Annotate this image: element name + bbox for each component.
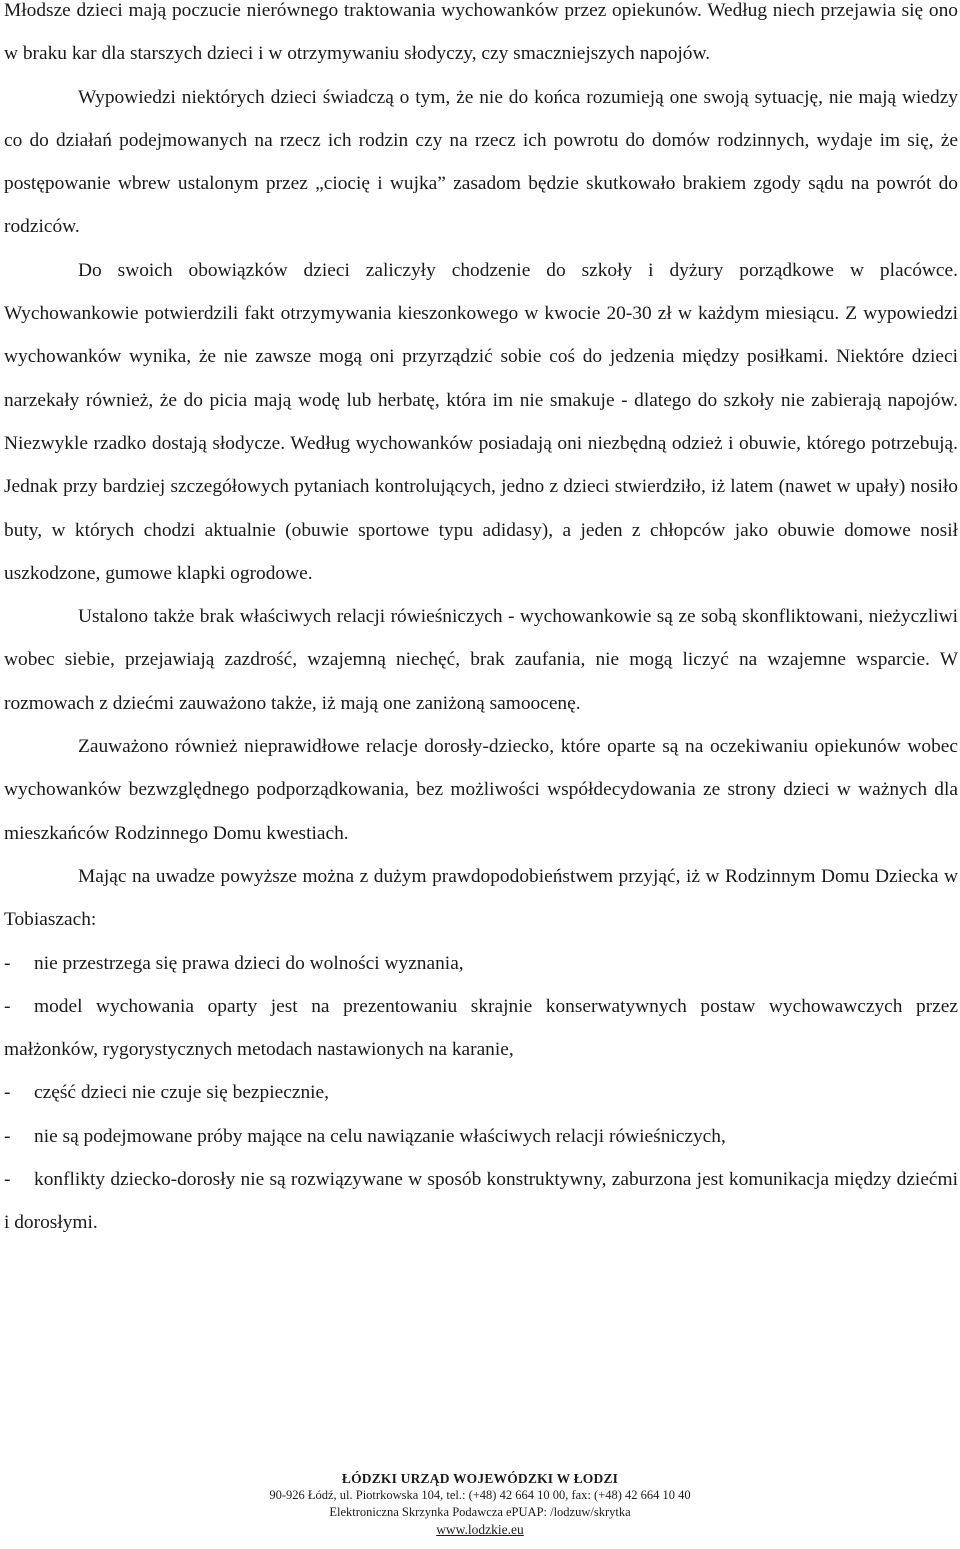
- list-dash: -: [4, 1125, 11, 1147]
- list-item: - konflikty dziecko-dorosły nie są rozwiązywane w sposób konstruktywny, zaburzona jest komunikacja między dziećmi i dorosłymi.: [4, 1158, 958, 1245]
- list-dash: -: [4, 1082, 11, 1104]
- list-dash: -: [4, 995, 11, 1017]
- list-dash: -: [4, 952, 11, 974]
- paragraph-children-statements: Wypowiedzi niektórych dzieci świadczą o tym, że nie do końca rozumieją one swoją sytuację, nie mają wiedzy co do działań podejmowanych na rzecz ich rodzin czy na rzecz ich powrotu do domów rodzinnych, wydaje im się, że postępowanie wbrew ustalonym przez „ciocię i wujka” zasadom będzie skutkowało brakiem zgody sądu na powrót do rodziców.: [4, 86, 958, 238]
- list-item: - część dzieci nie czuje się bezpiecznie,: [4, 1071, 958, 1114]
- findings-list: [4, 942, 958, 1245]
- paragraph-younger-children: Młodsze dzieci mają poczucie nierównego traktowania wychowanków przez opiekunów. Według niech przejawia się ono w braku kar dla starszych dzieci i w otrzymywaniu słodyczy, czy smaczniejszych napojów.: [4, 0, 958, 65]
- footer-epuap: Elektroniczna Skrzynka Podawcza ePUAP: /lodzuw/skrytka: [329, 1505, 631, 1519]
- paragraph-conclusion-intro: Mając na uwadze powyższe można z dużym prawdopodobieństwem przyjąć, iż w Rodzinnym Domu Dziecka w Tobiaszach:: [4, 865, 958, 931]
- document-body: [4, 0, 958, 1245]
- list-item: - model wychowania oparty jest na prezentowaniu skrajnie konserwatywnych postaw wychowawczych przez małżonków, rygorystycznych metodach nastawionych na karanie,: [4, 985, 958, 1072]
- paragraph-peer-relations: Ustalono także brak właściwych relacji rówieśniczych - wychowankowie są ze sobą skonfliktowani, nieżyczliwi wobec siebie, przejawiają zazdrość, wzajemną niechęć, brak zaufania, nie mogą liczyć na wzajemne wsparcie. W rozmowach z dziećmi zauważono także, iż mają one zaniżoną samoocenę.: [4, 606, 958, 714]
- footer-organization: ŁÓDZKI URZĄD WOJEWÓDZKI W ŁODZI: [341, 1471, 619, 1486]
- footer-website-link[interactable]: www.lodzkie.eu: [436, 1522, 524, 1537]
- paragraph-adult-child-relations: Zauważono również nieprawidłowe relacje dorosły-dziecko, które oparte są na oczekiwaniu opiekunów wobec wychowanków bezwzględnego podporządkowania, bez możliwości współdecydowania ze strony dzieci w ważnych dla mieszkańców Rodzinnego Domu kwestiach.: [4, 736, 958, 844]
- list-dash: -: [4, 1169, 11, 1191]
- list-item: - nie są podejmowane próby mające na celu nawiązanie właściwych relacji rówieśniczych,: [4, 1115, 958, 1158]
- paragraph-duties: Do swoich obowiązków dzieci zaliczyły chodzenie do szkoły i dyżury porządkowe w placówce. Wychowankowie potwierdzili fakt otrzymywania kieszonkowego w kwocie 20-30 zł w każdym miesiącu. Z wypowiedzi wychowanków wynika, że nie zawsze mogą oni przyrządzić sobie coś do jedzenia między posiłkami. Niektóre dzieci narzekały również, że do picia mają wodę lub herbatę, która im nie smakuje - dlatego do szkoły nie zabierają napojów. Niezwykle rzadko dostają słodycze. Według wychowanków posiadają oni niezbędną odzież i obuwie, którego potrzebują. Jednak przy bardziej szczegółowych pytaniach kontrolujących, jedno z dzieci stwierdziło, iż latem (nawet w upały) nosiło buty, w których chodzi aktualnie (obuwie sportowe typu adidasy), a jeden z chłopców jako obuwie domowe nosił uszkodzone, gumowe klapki ogrodowe.: [4, 259, 958, 584]
- list-item: - nie przestrzega się prawa dzieci do wolności wyznania,: [4, 942, 958, 985]
- page-footer: [0, 1470, 960, 1539]
- footer-address: 90-926 Łódź, ul. Piotrkowska 104, tel.: (+48) 42 664 10 00, fax: (+48) 42 664 10 40: [269, 1488, 691, 1502]
